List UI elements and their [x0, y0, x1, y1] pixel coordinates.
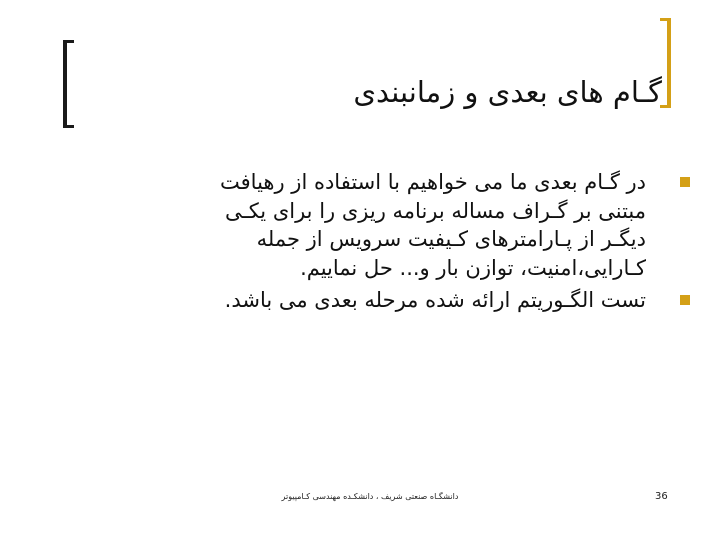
bullet-line: دیگـر از پـارامترهای کـیفیت سرویس از جمله — [256, 227, 646, 251]
page-number: 36 — [655, 491, 668, 502]
bullet-line: تست الگـوریتم ارائه شده مرحله بعدی می باشد. — [224, 288, 646, 312]
footer-text: دانشگـاه صنعتی شریف ، دانشکـده مهندسی کـامپیوتر — [281, 492, 459, 501]
bullet-line: کـارایی،امنیت، توازن بار و... حل نماییم. — [300, 255, 646, 280]
square-bullet-icon — [680, 177, 690, 187]
slide-title: گـام های بعدی و زمانبندی — [353, 75, 662, 109]
bullet-line: مبتنی بر گـراف مساله برنامه ریزی را برای یکـی — [225, 198, 646, 223]
left-bracket-decoration — [63, 40, 74, 128]
bullet-item — [70, 168, 690, 282]
bullet-list — [70, 168, 690, 315]
square-bullet-icon — [680, 295, 690, 305]
bullet-line: در گـام بعدی ما می خواهیم با استفاده از رهیافت — [220, 170, 646, 194]
bullet-item — [70, 286, 690, 315]
